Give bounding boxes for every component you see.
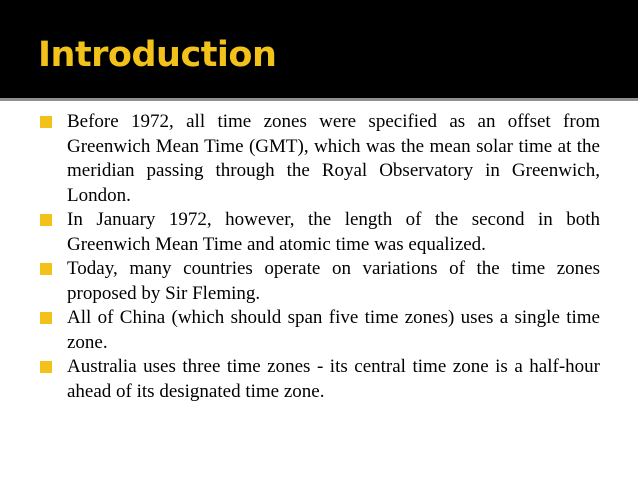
bullet-text: Before 1972, all time zones were specified as an offset from Greenwich Mean Time (GMT), which was the mean solar time at the meridian passing through the Royal Observatory in Greenwich, London. xyxy=(67,111,600,206)
slide-title: Introduction xyxy=(38,35,277,75)
bullet-item xyxy=(40,208,600,257)
bullet-text: All of China (which should span five time zones) uses a single time zone. xyxy=(67,307,600,353)
bullet-text: Australia uses three time zones - its central time zone is a half-hour ahead of its designated time zone. xyxy=(67,356,600,402)
bullet-item xyxy=(40,257,600,306)
bullet-text: In January 1972, however, the length of the second in both Greenwich Mean Time and atomic time was equalized. xyxy=(67,209,600,255)
bullet-text: Today, many countries operate on variations of the time zones proposed by Sir Fleming. xyxy=(67,258,600,304)
bullet-item xyxy=(40,355,600,404)
bullet-list xyxy=(40,110,600,404)
bullet-item xyxy=(40,110,600,208)
square-bullet-icon xyxy=(40,116,52,128)
bullet-item xyxy=(40,306,600,355)
square-bullet-icon xyxy=(40,214,52,226)
title-divider xyxy=(0,98,638,101)
square-bullet-icon xyxy=(40,263,52,275)
square-bullet-icon xyxy=(40,361,52,373)
square-bullet-icon xyxy=(40,312,52,324)
